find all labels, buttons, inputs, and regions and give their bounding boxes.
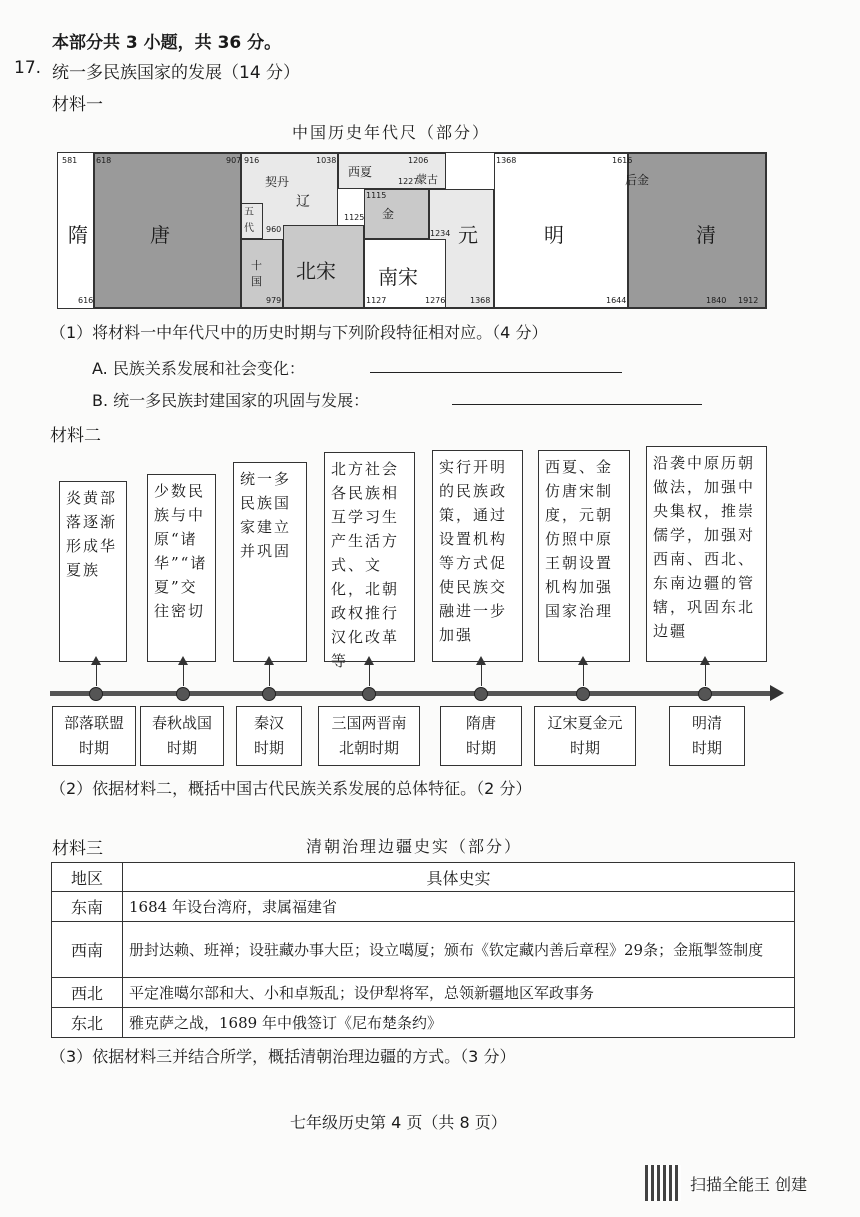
liao-label: 辽 (296, 194, 310, 210)
period-line-1: 辽宋夏金元 (547, 714, 623, 732)
feature-box: 北方社会各民族相互学习生产生活方式、文化，北朝政权推行汉化改革等 (324, 452, 415, 662)
period-box (318, 706, 420, 766)
qr-code-icon (645, 1165, 681, 1201)
year-label: 1616 (612, 156, 633, 165)
period-line-1: 部落联盟 (63, 714, 124, 732)
beisong-label: 北宋 (296, 259, 336, 283)
header-facts: 具体史实 (123, 863, 795, 892)
period-box (669, 706, 745, 766)
region-cell: 东南 (52, 892, 123, 922)
feature-box: 实行开明的民族政策，通过设置机构等方式促使民族交融进一步加强 (432, 450, 523, 662)
timeline-node (176, 687, 190, 701)
ming-label: 明 (544, 223, 564, 247)
period-line-2: 北朝时期 (338, 739, 399, 757)
year-label: 1115 (366, 191, 387, 200)
axis-arrow-icon (770, 685, 784, 701)
wudai-label: 五代 (244, 207, 254, 234)
shiguo-label: 十国 (251, 259, 262, 288)
nansong-label: 南宋 (378, 265, 418, 289)
period-line-1: 三国两晋南 (331, 714, 407, 732)
year-label: 616 (78, 296, 94, 305)
feature-box: 西夏、金仿唐宋制度，元朝仿照中原王朝设置机构加强国家治理 (538, 450, 630, 662)
year-label: 979 (266, 296, 282, 305)
year-label: 1234 (430, 229, 451, 238)
period-line-2: 时期 (691, 739, 722, 757)
khitan-label: 契丹 (265, 175, 290, 189)
timeline-node (362, 687, 376, 701)
sui-label: 隋 (68, 223, 88, 247)
period-line-2: 时期 (465, 739, 496, 757)
period-box (534, 706, 636, 766)
period-line-2: 时期 (253, 739, 284, 757)
header-region: 地区 (52, 863, 123, 892)
q1-prompt: （1）将材料一中年代尺中的历史时期与下列阶段特征相对应。（4 分） (50, 323, 548, 342)
up-arrow-icon (369, 664, 370, 686)
page-footer: 七年级历史第 4 页（共 8 页） (290, 1113, 507, 1132)
year-label: 1038 (316, 156, 337, 165)
year-label: 1368 (470, 296, 491, 305)
year-label: 1368 (496, 156, 517, 165)
timeline-node (698, 687, 712, 701)
table-row (52, 1008, 795, 1038)
period-box (52, 706, 136, 766)
table-row (52, 892, 795, 922)
material-2-label: 材料二 (50, 426, 101, 446)
table-header-row (52, 863, 795, 892)
year-label: 1840 (706, 296, 727, 305)
q1-b-answer-line[interactable] (452, 404, 702, 405)
fact-cell: 平定准噶尔部和大、小和卓叛乱；设伊犁将军，总领新疆地区军政事务 (123, 978, 795, 1008)
jin-label: 金 (382, 207, 395, 221)
ruler-caption: 中国历史年代尺（部分） (292, 123, 491, 142)
period-line-2: 时期 (569, 739, 600, 757)
period-line-1: 秦汉 (253, 714, 284, 732)
history-timeline-ruler (57, 152, 767, 309)
region-cell: 西北 (52, 978, 123, 1008)
region-cell: 东北 (52, 1008, 123, 1038)
period-line-2: 时期 (166, 739, 197, 757)
houjin-label: 后金 (625, 173, 650, 187)
feature-box: 少数民族与中原“诸华”“诸夏”交往密切 (147, 474, 216, 662)
period-box (236, 706, 302, 766)
q3-prompt: （3）依据材料三并结合所学，概括清朝治理边疆的方式。（3 分） (50, 1047, 516, 1066)
timeline-node (474, 687, 488, 701)
year-label: 1206 (408, 156, 429, 165)
up-arrow-icon (583, 664, 584, 686)
period-line-1: 明清 (691, 714, 722, 732)
feature-box: 炎黄部落逐渐形成华夏族 (59, 481, 127, 662)
period-box (440, 706, 522, 766)
q2-prompt: （2）依据材料二，概括中国古代民族关系发展的总体特征。（2 分） (50, 779, 532, 798)
q1-b-label: B. 统一多民族封建国家的巩固与发展： (92, 391, 370, 410)
period-box (140, 706, 224, 766)
table-caption: 清朝治理边疆史实（部分） (306, 837, 523, 856)
feature-box: 沿袭中原历朝做法，加强中央集权，推崇儒学，加强对西南、西北、东南边疆的管辖，巩固东北边疆 (646, 446, 767, 662)
region-cell: 西南 (52, 922, 123, 978)
tang-label: 唐 (150, 223, 170, 247)
xixia-label: 西夏 (348, 165, 373, 179)
up-arrow-icon (183, 664, 184, 686)
year-label: 1227 (398, 177, 419, 186)
q1-a-answer-line[interactable] (370, 372, 622, 373)
period-line-2: 时期 (78, 739, 109, 757)
year-label: 1125 (344, 213, 365, 222)
year-label: 1912 (738, 296, 759, 305)
year-label: 581 (62, 156, 78, 165)
timeline-node (89, 687, 103, 701)
year-label: 960 (266, 225, 282, 234)
fact-cell: 雅克萨之战，1689 年中俄签订《尼布楚条约》 (123, 1008, 795, 1038)
period-line-1: 隋唐 (465, 714, 496, 732)
year-label: 916 (244, 156, 260, 165)
scanner-watermark: 扫描全能王 创建 (690, 1175, 808, 1194)
frontier-facts-table (51, 862, 795, 1038)
section-intro: 本部分共 3 小题，共 36 分。 (52, 33, 282, 53)
question-number: 17. (14, 58, 42, 78)
material-3-label: 材料三 (52, 839, 103, 859)
material-1-label: 材料一 (52, 95, 103, 115)
up-arrow-icon (269, 664, 270, 686)
question-title: 统一多民族国家的发展（14 分） (52, 63, 301, 83)
year-label: 1644 (606, 296, 627, 305)
year-label: 618 (96, 156, 112, 165)
feature-box: 统一多民族国家建立并巩固 (233, 462, 307, 662)
qing-label: 清 (696, 223, 716, 247)
timeline-axis (50, 691, 772, 696)
q1-a-label: A. 民族关系发展和社会变化： (92, 359, 305, 378)
table-row (52, 978, 795, 1008)
year-label: 907 (226, 156, 242, 165)
fact-cell: 册封达赖、班禅；设驻藏办事大臣；设立噶厦；颁布《钦定藏内善后章程》29条；金瓶掣签制度 (123, 922, 795, 978)
table-row (52, 922, 795, 978)
yuan-label: 元 (458, 223, 478, 247)
mongol-label: 蒙古 (416, 173, 438, 186)
up-arrow-icon (481, 664, 482, 686)
timeline-node (576, 687, 590, 701)
up-arrow-icon (96, 664, 97, 686)
year-label: 1127 (366, 296, 387, 305)
up-arrow-icon (705, 664, 706, 686)
period-line-1: 春秋战国 (151, 714, 212, 732)
year-label: 1276 (425, 296, 446, 305)
timeline-node (262, 687, 276, 701)
fact-cell: 1684 年设台湾府，隶属福建省 (123, 892, 795, 922)
